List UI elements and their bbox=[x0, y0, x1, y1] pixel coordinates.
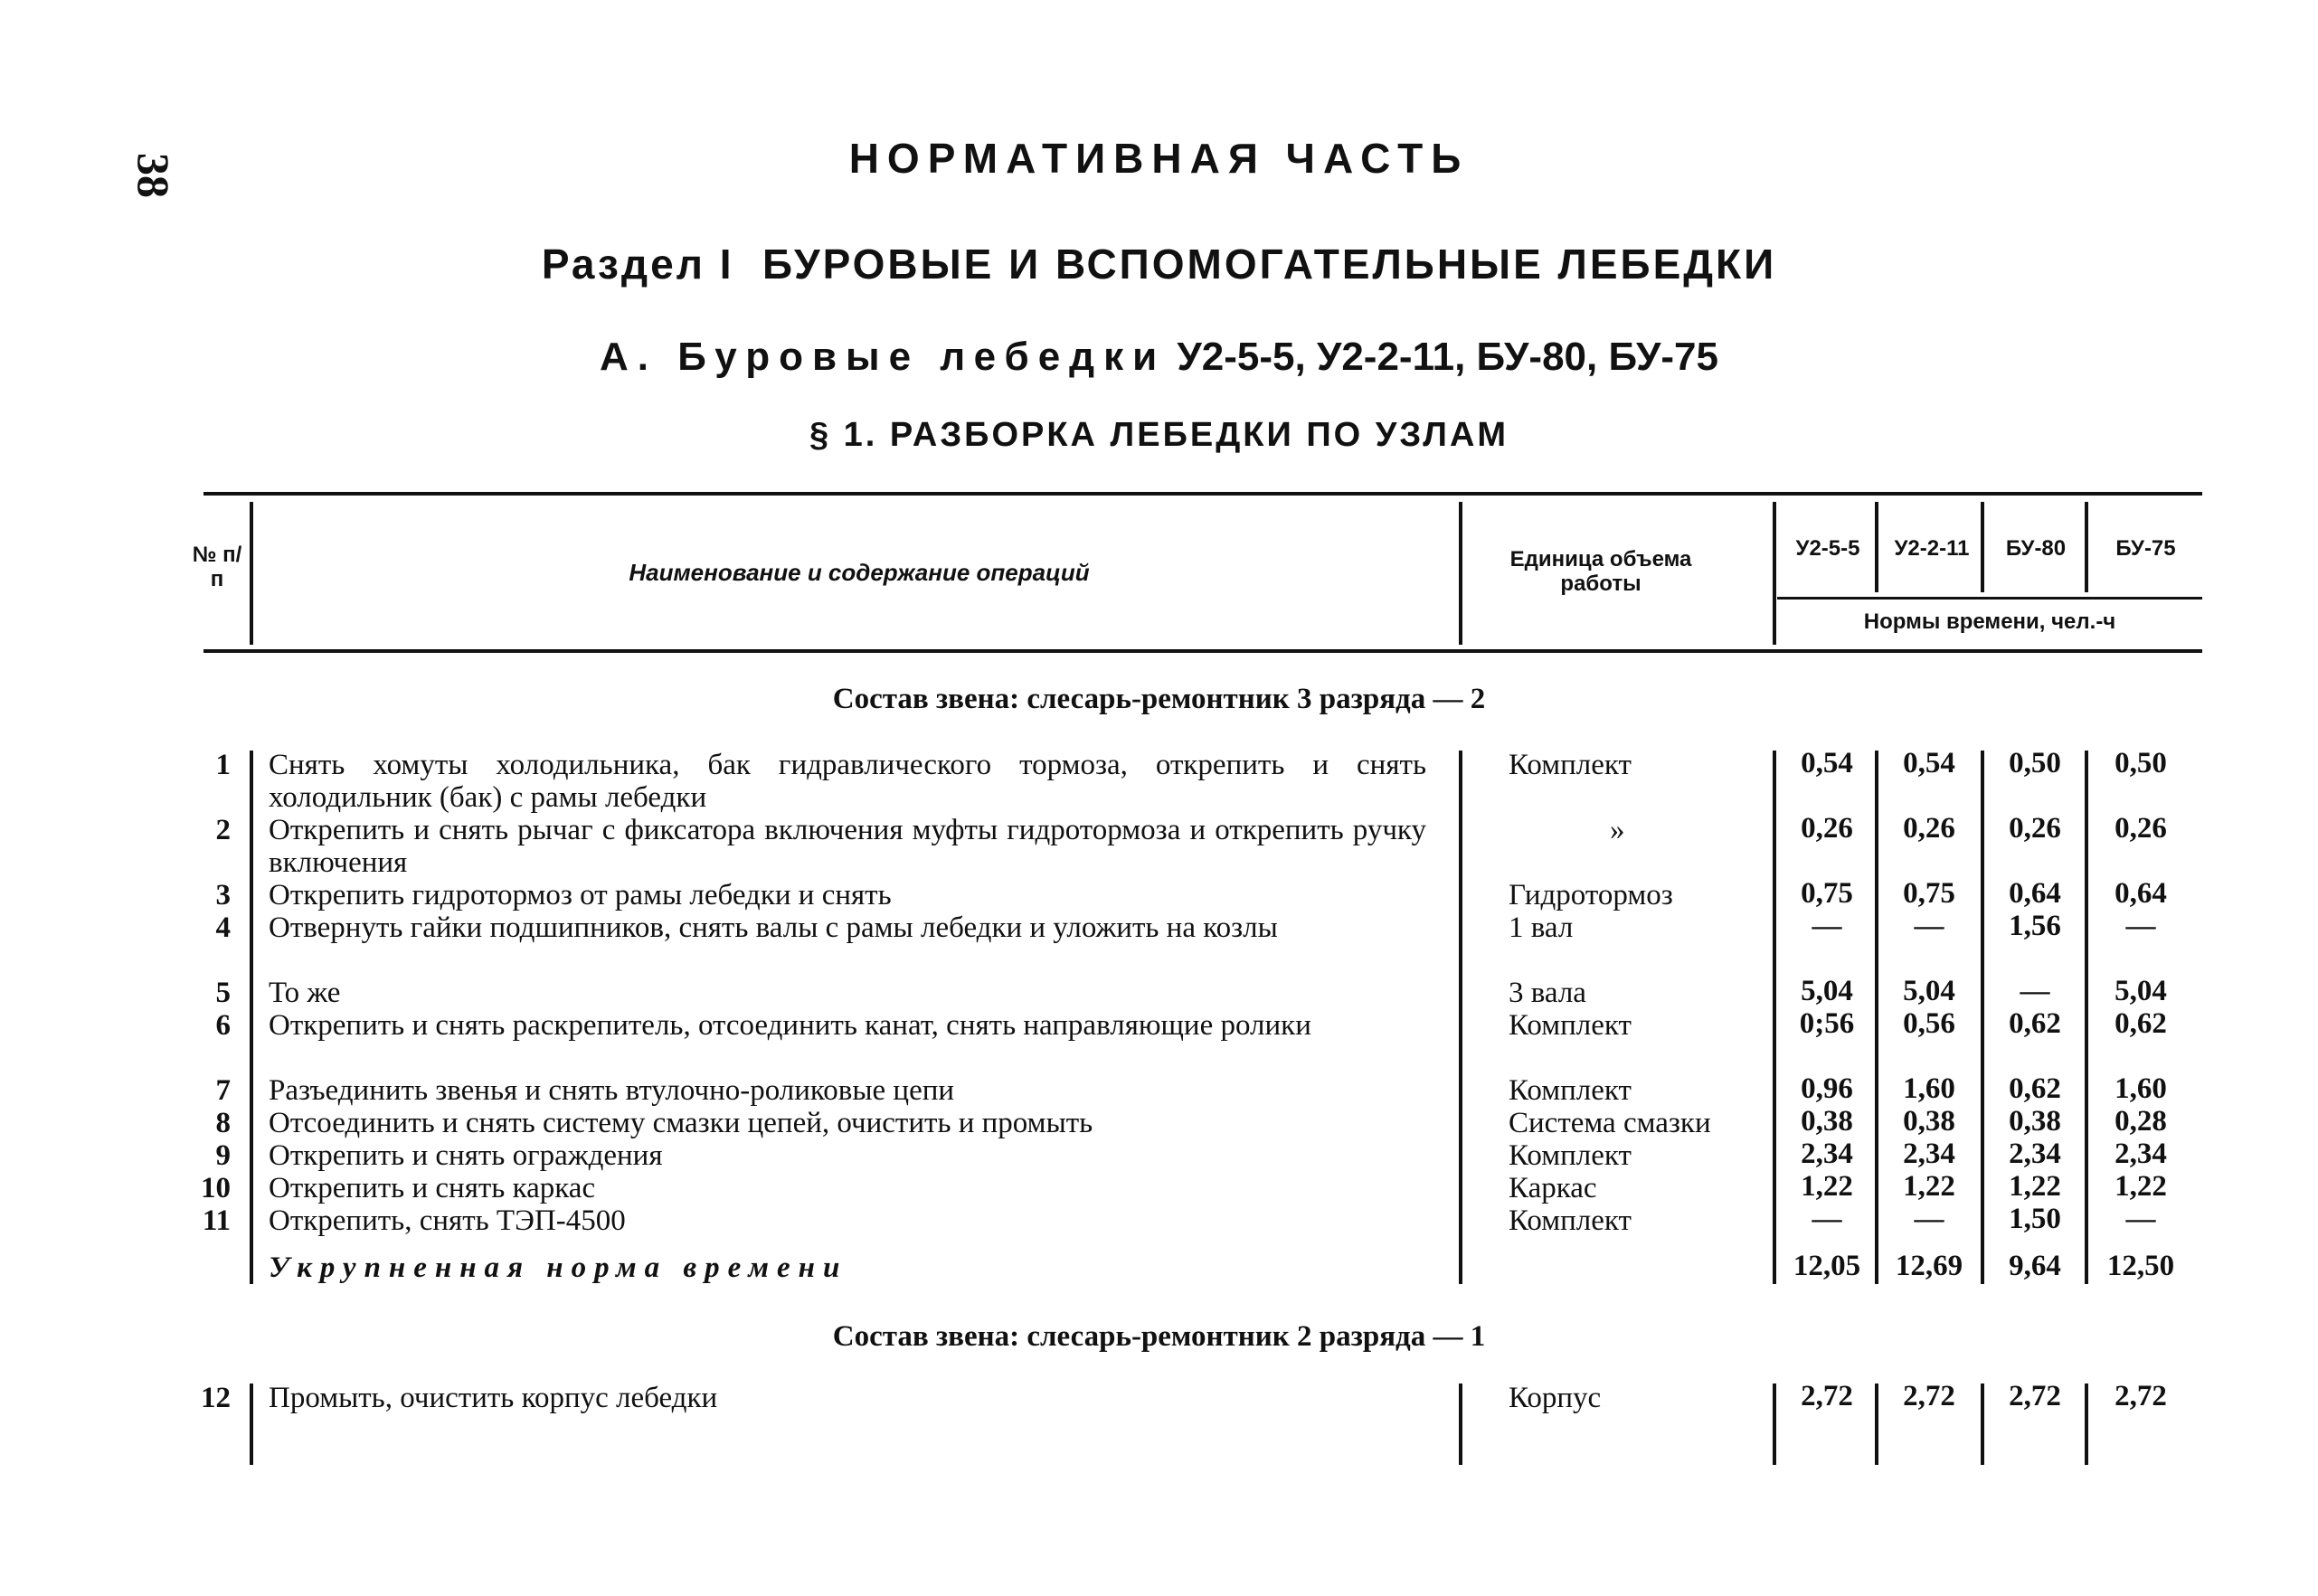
row-number: 8 bbox=[215, 1107, 231, 1139]
header-vline-name bbox=[1459, 502, 1462, 645]
operation-text: Открепить и снять раскрепитель, отсоединить канат, снять направляющие ролики bbox=[269, 1009, 1311, 1042]
total-value: 12,05 bbox=[1793, 1250, 1861, 1282]
norm-value: 0,38 bbox=[2009, 1105, 2061, 1138]
norm-value: 5,04 bbox=[2115, 975, 2167, 1007]
unit-text: Комплект bbox=[1509, 1204, 1632, 1237]
norm-value: 1,22 bbox=[2115, 1170, 2167, 1203]
norm-value: 0,56 bbox=[1903, 1007, 1955, 1040]
operation-text: Отсоединить и снять систему смазки цепей, очистить и промыть bbox=[269, 1107, 1093, 1139]
norm-value: 2,34 bbox=[2115, 1138, 2167, 1170]
norm-value: 0,75 bbox=[1903, 877, 1955, 910]
norm-value: 0,26 bbox=[1903, 812, 1955, 845]
norm-value: — bbox=[2125, 1203, 2156, 1235]
col-name-header: Наименование и содержание операций bbox=[629, 559, 1090, 586]
row-number: 1 bbox=[215, 749, 231, 781]
norm-value: — bbox=[1914, 910, 1944, 942]
norm-value: 0,26 bbox=[2009, 812, 2061, 845]
norm-value: 0,75 bbox=[1801, 877, 1853, 910]
norm-value: 0,26 bbox=[2115, 812, 2167, 845]
norm-value: — bbox=[2125, 910, 2156, 942]
header-vline-unit bbox=[1773, 502, 1776, 645]
norm-value: 2,72 bbox=[2009, 1380, 2061, 1412]
norm-value: 2,34 bbox=[2009, 1138, 2061, 1170]
header-vline-num bbox=[250, 502, 253, 645]
norm-value: — bbox=[1914, 1203, 1944, 1235]
body-vline-name bbox=[1459, 751, 1462, 1284]
norm-value: — bbox=[1812, 1203, 1842, 1235]
norm-value: — bbox=[2020, 975, 2050, 1007]
model-header-1: У2-5-5 bbox=[1795, 536, 1860, 561]
row-number: 2 bbox=[215, 814, 231, 846]
norm-value: 0,38 bbox=[1903, 1105, 1955, 1138]
row-number: 12 bbox=[201, 1382, 231, 1414]
row-number: 6 bbox=[215, 1009, 231, 1042]
total-value: 9,64 bbox=[2009, 1250, 2061, 1282]
norm-value: 5,04 bbox=[1903, 975, 1955, 1007]
body-vline-num bbox=[250, 751, 253, 1284]
norm-value: 2,72 bbox=[2115, 1380, 2167, 1412]
norm-value: 0,62 bbox=[2009, 1072, 2061, 1105]
norm-value: 5,04 bbox=[1801, 975, 1853, 1007]
header-bottom-rule bbox=[203, 649, 2202, 653]
row-number: 4 bbox=[215, 911, 231, 944]
norm-value: 0,62 bbox=[2115, 1007, 2167, 1040]
norm-value: 0,54 bbox=[1801, 747, 1853, 779]
operation-text: Промыть, очистить корпус лебедки bbox=[269, 1382, 718, 1414]
unit-text: Комплект bbox=[1509, 1009, 1632, 1042]
norm-value: 1,60 bbox=[1903, 1072, 1955, 1105]
norms-divider-rule bbox=[1777, 597, 2202, 600]
norm-value: 1,22 bbox=[2009, 1170, 2061, 1203]
subsection-models: У2-5-5, У2-2-11, БУ-80, БУ-75 bbox=[1166, 335, 1718, 379]
row-number: 5 bbox=[215, 977, 231, 1009]
norm-value: 0,64 bbox=[2115, 877, 2167, 910]
norm-value: 2,34 bbox=[1903, 1138, 1955, 1170]
col-num-header: № п/п bbox=[192, 543, 242, 591]
norm-value: 0,64 bbox=[2009, 877, 2061, 910]
row-number: 10 bbox=[201, 1172, 231, 1204]
unit-text: Гидротормоз bbox=[1509, 879, 1673, 911]
norm-value: — bbox=[1812, 910, 1842, 942]
norm-value: 0;56 bbox=[1799, 1007, 1855, 1040]
norm-value: 0,50 bbox=[2115, 747, 2167, 779]
unit-text: Комплект bbox=[1509, 1074, 1632, 1107]
body2-vline-name bbox=[1459, 1384, 1462, 1465]
operation-text: Отвернуть гайки подшипников, снять валы с рамы лебедки и уложить на козлы bbox=[269, 911, 1278, 944]
operation-text: Открепить, снять ТЭП-4500 bbox=[269, 1204, 626, 1237]
operation-text: Открепить гидротормоз от рамы лебедки и снять bbox=[269, 879, 892, 911]
operation-text: Открепить и снять каркас bbox=[269, 1172, 596, 1204]
norm-value: 2,72 bbox=[1903, 1380, 1955, 1412]
unit-text: Каркас bbox=[1509, 1172, 1597, 1204]
norm-value: 1,60 bbox=[2115, 1072, 2167, 1105]
unit-text: 1 вал bbox=[1509, 911, 1574, 944]
norm-value: 0,54 bbox=[1903, 747, 1955, 779]
row-number: 9 bbox=[215, 1139, 231, 1172]
body2-vline-num bbox=[250, 1384, 253, 1465]
norms-header: Нормы времени, чел.-ч bbox=[1863, 609, 2116, 634]
row-number: 3 bbox=[215, 879, 231, 911]
model-header-3: БУ-80 bbox=[2005, 536, 2067, 561]
total-value: 12,50 bbox=[2106, 1250, 2175, 1282]
row-number: 7 bbox=[215, 1074, 231, 1107]
norm-value: 1,56 bbox=[2009, 910, 2061, 942]
subsection-prefix: А. Буровые лебедки bbox=[600, 335, 1167, 379]
subsection-title bbox=[0, 335, 2318, 380]
total-label: Укрупненная норма времени bbox=[269, 1251, 848, 1284]
crew-heading-1: Состав звена: слесарь-ремонтник 3 разряда — 2 bbox=[832, 683, 1486, 715]
operation-text: То же bbox=[269, 977, 341, 1009]
section-title: Раздел I БУРОВЫЕ И ВСПОМОГАТЕЛЬНЫЕ ЛЕБЕДКИ bbox=[541, 241, 1777, 288]
paragraph-title: § 1. РАЗБОРКА ЛЕБЕДКИ ПО УЗЛАМ bbox=[809, 416, 1509, 454]
norm-value: 0,26 bbox=[1801, 812, 1853, 845]
operation-text: Открепить и снять ограждения bbox=[269, 1139, 663, 1172]
norm-value: 2,72 bbox=[1801, 1380, 1853, 1412]
norm-value: 0,96 bbox=[1801, 1072, 1853, 1105]
table-top-rule bbox=[203, 492, 2202, 496]
norm-value: 0,50 bbox=[2009, 747, 2061, 779]
norm-value: 0,38 bbox=[1801, 1105, 1853, 1138]
unit-text: Комплект bbox=[1509, 749, 1632, 781]
norm-value: 1,22 bbox=[1903, 1170, 1955, 1203]
page-title: НОРМАТИВНАЯ ЧАСТЬ bbox=[848, 135, 1470, 182]
unit-text: Комплект bbox=[1509, 1139, 1632, 1172]
operation-text: Снять хомуты холодильника, бак гидравлического тормоза, открепить и снять холодильник (бак) с рамы лебедки bbox=[269, 749, 1426, 814]
model-header-4: БУ-75 bbox=[2115, 536, 2176, 561]
norm-value: 1,22 bbox=[1801, 1170, 1853, 1203]
unit-text: » bbox=[1610, 814, 1625, 846]
col-unit-header: Единица объема работы bbox=[1509, 547, 1692, 596]
row-number: 11 bbox=[202, 1204, 231, 1237]
norm-value: 0,62 bbox=[2009, 1007, 2061, 1040]
unit-text: Система смазки bbox=[1509, 1107, 1711, 1139]
operation-text: Разъединить звенья и снять втулочно-роликовые цепи bbox=[269, 1074, 955, 1107]
page-number: 38 bbox=[128, 153, 179, 198]
operation-text: Открепить и снять рычаг с фиксатора включения муфты гидротормоза и открепить ручку включения bbox=[269, 814, 1426, 879]
unit-text: 3 вала bbox=[1509, 977, 1586, 1009]
unit-text: Корпус bbox=[1509, 1382, 1602, 1414]
norm-value: 1,50 bbox=[2009, 1203, 2061, 1235]
crew-heading-2: Состав звена: слесарь-ремонтник 2 разряда — 1 bbox=[832, 1320, 1486, 1353]
model-header-2: У2-2-11 bbox=[1894, 536, 1970, 561]
norm-value: 2,34 bbox=[1801, 1138, 1853, 1170]
total-value: 12,69 bbox=[1895, 1250, 1963, 1282]
norm-value: 0,28 bbox=[2115, 1105, 2167, 1138]
